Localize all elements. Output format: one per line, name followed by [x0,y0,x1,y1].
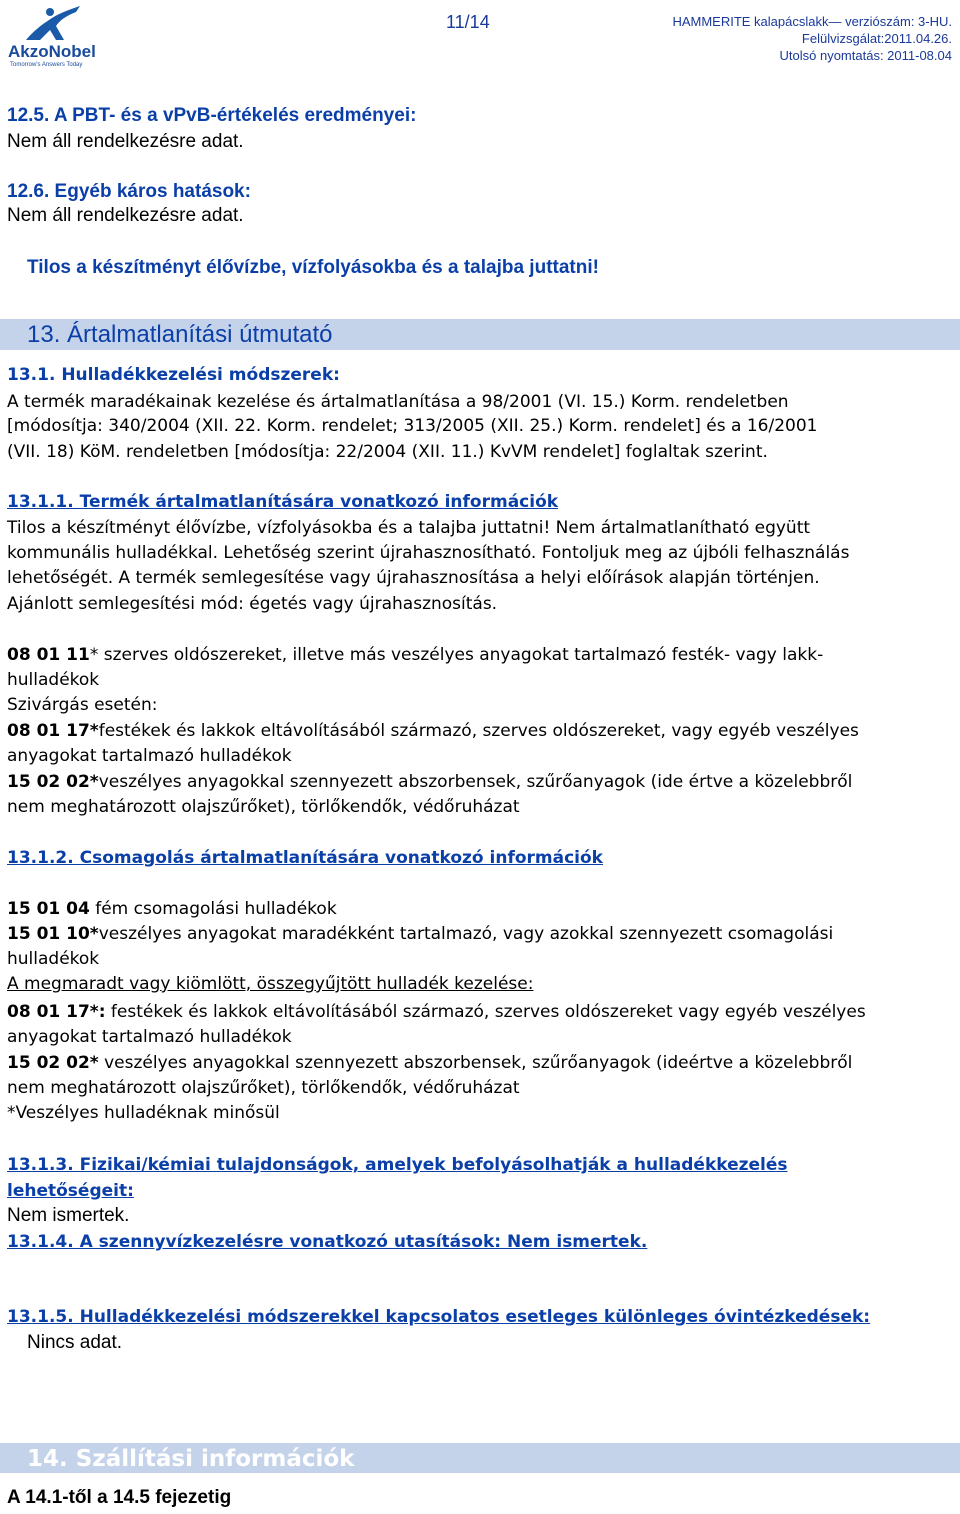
waste-code-row [7,719,859,743]
waste-code: 15 02 02* [7,772,99,792]
waste-code-row [7,1051,852,1075]
waste-code-desc-cont: anyagokat tartalmazó hulladékok [7,746,292,766]
waste-code-desc: veszélyes anyagokkal szennyezett abszorbensek, szűrőanyagok (ide értve a közelebbről [98,772,853,792]
header-product-line: HAMMERITE kalapácslakk— verziószám: 3-HU. [672,14,952,29]
company-logo [6,4,106,68]
section-14-title: 14. Szállítási információk [27,1446,355,1472]
waste-code: 15 02 02* [7,1053,99,1073]
hazardous-note: *Veszélyes hulladéknak minősül [7,1103,280,1123]
section-12-6-text: Nem áll rendelkezésre adat. [7,205,244,226]
waste-code-row [7,922,833,946]
waste-code-desc: veszélyes anyagokat maradékként tartalmazó, vagy azokkal szennyezett csomagolási [98,924,834,944]
waste-code-desc: * szerves oldószereket, illetve más veszélyes anyagokat tartalmazó festék- vagy lakk- [89,645,824,665]
section-13-1-1-line-4: Ajánlott semlegesítési mód: égetés vagy újrahasznosítás. [7,594,498,614]
header-print-line: Utolsó nyomtatás: 2011-08.04 [779,48,952,63]
section-13-1-1-line-3: lehetőségét. A termék semlegesítése vagy újrahasznosítása a helyi előírások alapján történjen. [7,568,820,588]
section-13-1-4-title: 13.1.4. A szennyvízkezelésre vonatkozó utasítások: Nem ismertek. [7,1232,648,1252]
collected-waste-label: A megmaradt vagy kiömlött, összegyűjtött hulladék kezelése: [7,974,534,994]
environment-warning: Tilos a készítményt élővízbe, vízfolyásokba és a talajba juttatni! [27,257,599,278]
section-13-1-line-3: (VII. 18) KöM. rendeletben [módosítja: 22/2004 (XII. 11.) KvVM rendelet] foglaltak szerint. [7,442,768,462]
leak-label: Szivárgás esetén: [7,695,158,715]
section-13-1-line-2: [módosítja: 340/2004 (XII. 22. Korm. rendelet; 313/2005 (XII. 25.) Korm. rendelet] és a 16/2001 [7,416,818,436]
section-12-6-title: 12.6. Egyéb káros hatások: [7,181,251,202]
section-13-1-1-line-2: kommunális hulladékkal. Lehetőség szerint újrahasznosítható. Fontoljuk meg az újbóli felhasználás [7,543,850,563]
waste-code-desc-cont: anyagokat tartalmazó hulladékok [7,1027,292,1047]
logo-tagline: Tomorrow's Answers Today [10,62,83,68]
section-14-subtitle: A 14.1-től a 14.5 fejezetig [7,1487,232,1508]
section-12-5-text: Nem áll rendelkezésre adat. [7,131,244,152]
section-13-1-3-title: 13.1.3. Fizikai/kémiai tulajdonságok, amelyek befolyásolhatják a hulladékkezelés [7,1155,788,1175]
waste-code-desc-cont: hulladékok [7,949,100,969]
section-13-1-line-1: A termék maradékainak kezelése és ártalmatlanítása a 98/2001 (VI. 15.) Korm. rendeletben [7,392,789,412]
waste-code-desc-cont: nem meghatározott olajszűrőket), törlőkendők, védőruházat [7,1078,520,1098]
waste-code-row [7,1000,866,1024]
waste-code: 08 01 17*: [7,1002,106,1022]
section-13-1-1-title: 13.1.1. Termék ártalmatlanítására vonatkozó információk [7,492,559,512]
waste-code-desc: festékek és lakkok eltávolításából származó, szerves oldószereket, vagy egyéb veszélyes [98,721,859,741]
waste-code: 15 01 10* [7,924,99,944]
akzonobel-logo-icon [6,4,106,44]
section-12-5-title: 12.5. A PBT- és a vPvB-értékelés eredményei: [7,105,417,126]
section-13-1-2-title: 13.1.2. Csomagolás ártalmatlanítására vonatkozó információk [7,848,603,868]
waste-code-row [7,770,852,794]
header-review-line: Felülvizsgálat:2011.04.26. [801,31,952,46]
waste-code-desc: festékek és lakkok eltávolításából származó, szerves oldószereket vagy egyéb veszélyes [105,1002,866,1022]
waste-code-desc-cont: hulladékok [7,670,100,690]
waste-code-desc: fém csomagolási hulladékok [89,899,337,919]
section-13-1-title: 13.1. Hulladékkezelési módszerek: [7,365,340,385]
header-info [672,13,952,64]
waste-code-desc: veszélyes anyagokkal szennyezett abszorbensek, szűrőanyagok (ideértve a közelebbről [98,1053,853,1073]
logo-wordmark: AkzoNobel [8,42,96,61]
waste-code-row [7,897,337,921]
section-13-1-5-text: Nincs adat. [27,1332,123,1353]
section-13-title: 13. Ártalmatlanítási útmutató [27,321,333,348]
section-13-1-3-title-cont: lehetőségeit: [7,1181,134,1201]
waste-code: 08 01 11 [7,645,90,665]
waste-code: 08 01 17* [7,721,99,741]
section-13-1-5-title: 13.1.5. Hulladékkezelési módszerekkel kapcsolatos esetleges különleges óvintézkedések: [7,1307,871,1327]
waste-code-row [7,643,823,667]
waste-code: 15 01 04 [7,899,90,919]
waste-code-desc-cont: nem meghatározott olajszűrőket), törlőkendők, védőruházat [7,797,520,817]
section-13-1-3-text: Nem ismertek. [7,1205,130,1226]
page-number: 11/14 [446,12,490,32]
section-13-1-1-line-1: Tilos a készítményt élővízbe, vízfolyásokba és a talajba juttatni! Nem ártalmatlanítható együtt [7,518,811,538]
